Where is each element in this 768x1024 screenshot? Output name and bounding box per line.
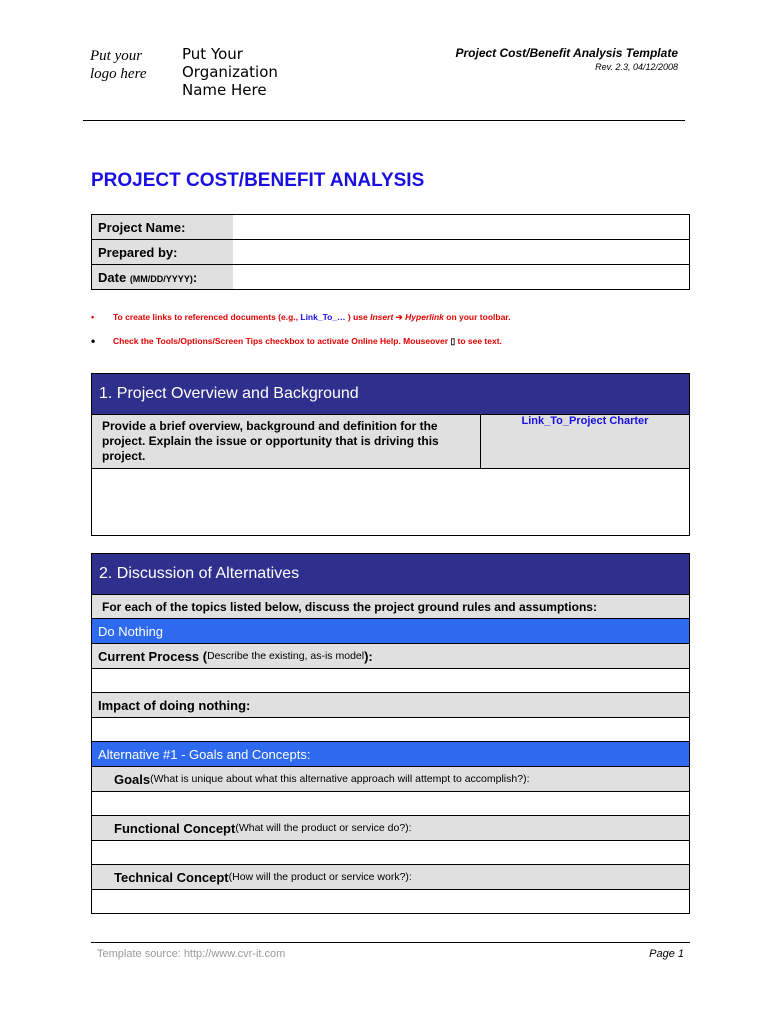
org-line-2: Organization — [182, 63, 278, 81]
section-1-instructions: Provide a brief overview, background and definition for the project. Explain the issue or opportunity that is driving this project. — [92, 415, 481, 468]
footer-divider — [91, 942, 690, 943]
functional-concept-field[interactable] — [92, 840, 689, 864]
goals-label: Goals (What is unique about what this alternative approach will attempt to accomplish?): — [92, 766, 689, 791]
current-process-label: Current Process ( Describe the existing, as-is model ): — [92, 643, 689, 668]
org-line-1: Put Your — [182, 45, 243, 63]
section-project-overview — [91, 373, 690, 536]
section-1-header: 1. Project Overview and Background — [92, 374, 689, 414]
bullet-icon: • — [91, 312, 95, 322]
project-name-field[interactable] — [233, 215, 690, 240]
goals-field[interactable] — [92, 791, 689, 815]
page-number: Page 1 — [649, 948, 684, 960]
functional-concept-label: Functional Concept (What will the product or service do?): — [92, 815, 689, 840]
section-2-intro: For each of the topics listed below, discuss the project ground rules and assumptions: — [92, 594, 689, 618]
current-process-field[interactable] — [92, 668, 689, 692]
page-title: PROJECT COST/BENEFIT ANALYSIS — [91, 170, 425, 191]
screen-tip-icon[interactable]: ▯ — [450, 336, 456, 346]
project-name-label: Project Name: — [92, 215, 234, 240]
template-source: Template source: http://www.cvr-it.com — [97, 948, 286, 960]
project-charter-link[interactable]: Link_To_Project Charter — [521, 415, 649, 427]
project-info-table — [91, 214, 690, 290]
date-format: (MM/DD/YYYY) — [129, 273, 193, 284]
section-1-instructions-row — [92, 414, 689, 468]
date-label: Date (MM/DD/YYYY): — [92, 265, 234, 290]
alternative-1-bar: Alternative #1 - Goals and Concepts: — [92, 741, 689, 766]
bullet-icon: • — [91, 334, 96, 348]
impact-label: Impact of doing nothing: — [92, 692, 689, 717]
prepared-by-field[interactable] — [233, 240, 690, 265]
technical-concept-field[interactable] — [92, 889, 689, 913]
revision-info: Rev. 2.3, 04/12/2008 — [595, 62, 678, 72]
do-nothing-bar: Do Nothing — [92, 618, 689, 643]
organization-name — [182, 45, 322, 99]
link-example[interactable]: Link_To_… — [300, 312, 346, 322]
section-alternatives — [91, 553, 690, 914]
logo-placeholder: Put your logo here — [90, 48, 147, 82]
org-line-3: Name Here — [182, 81, 267, 99]
technical-concept-label: Technical Concept (How will the product or service work?): — [92, 864, 689, 889]
template-title: Project Cost/Benefit Analysis Template — [455, 46, 678, 60]
arrow-icon: ➔ — [395, 312, 403, 322]
date-field[interactable] — [233, 265, 690, 290]
impact-field[interactable] — [92, 717, 689, 741]
section-1-content[interactable] — [92, 468, 689, 535]
section-2-header: 2. Discussion of Alternatives — [92, 554, 689, 594]
header-divider — [83, 120, 685, 121]
prepared-by-label: Prepared by: — [92, 240, 234, 265]
